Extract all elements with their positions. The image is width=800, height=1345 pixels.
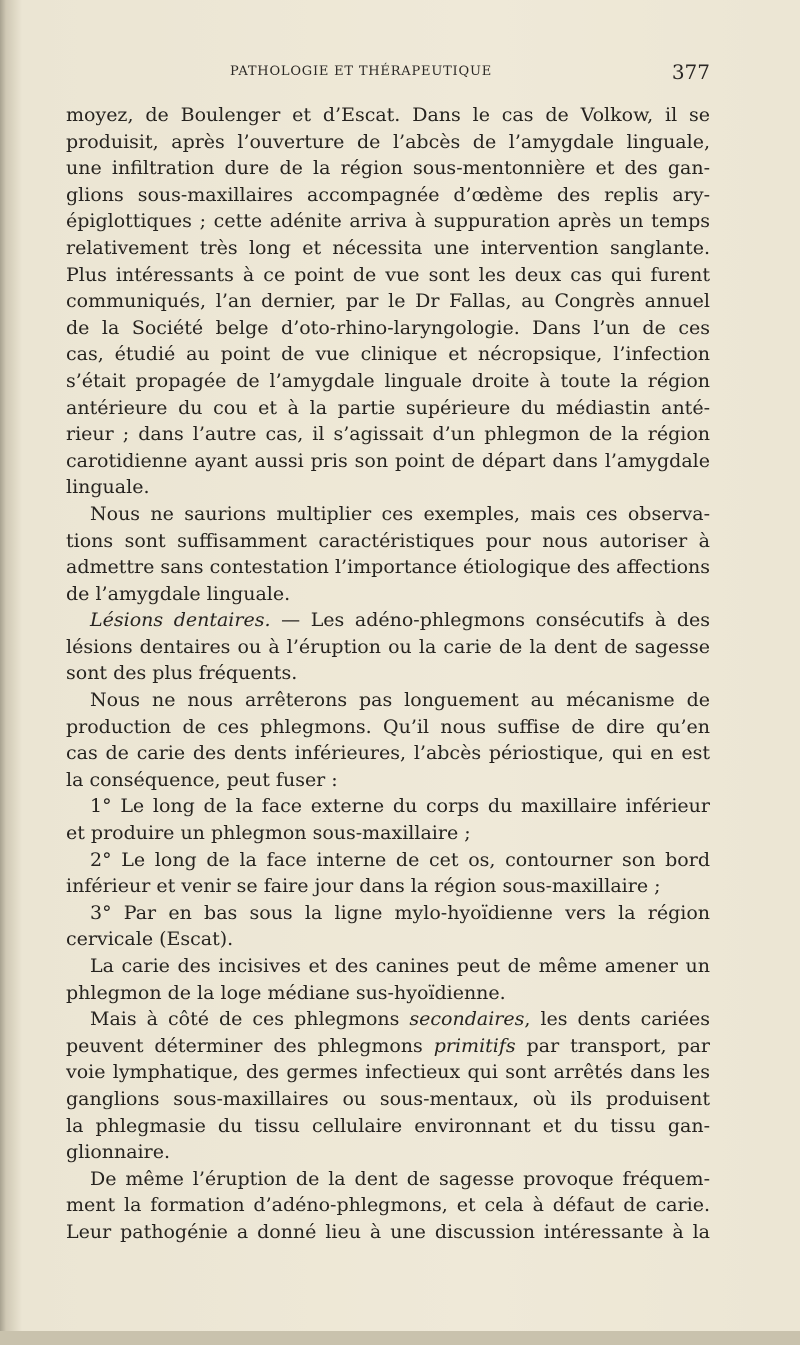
text-line: De même l’éruption de la dent de sagesse provoque fréquem- (90, 1167, 710, 1190)
text-line: lésions dentaires ou à l’éruption ou la carie de la dent de sagesse (66, 635, 710, 658)
text-line: Plus intéressants à ce point de vue sont les deux cas qui furent (66, 263, 710, 286)
text-line: Leur pathogénie a donné lieu à une discussion intéressante à la (66, 1220, 710, 1243)
page-number: 377 (671, 60, 710, 84)
text-line: de la Société belge d’oto-rhino-laryngologie. Dans l’un de ces (66, 316, 710, 339)
text-line: s’était propagée de l’amygdale linguale droite à toute la région (66, 369, 710, 392)
text-line: voie lymphatique, des germes infectieux qui sont arrêtés dans les (66, 1061, 710, 1084)
line-text: — Les adéno-phlegmons consécutifs à des (270, 609, 710, 632)
italic-heading: Lésions dentaires. (90, 609, 271, 632)
text-line: la conséquence, peut fuser : (66, 768, 338, 791)
text-line: produisit, après l’ouverture de l’abcès de l’amygdale linguale, (66, 130, 710, 153)
text-line: Nous ne saurions multiplier ces exemples, mais ces observa- (90, 502, 710, 525)
text-line: ganglions sous-maxillaires ou sous-mentaux, où ils produisent (66, 1087, 710, 1110)
text-line: une infiltration dure de la région sous-mentonnière et des gan- (66, 157, 710, 180)
text-line: cas, étudié au point de vue clinique et nécropsique, l’infection (66, 343, 710, 366)
line-text: peuvent déterminer des phlegmons (66, 1034, 434, 1057)
text-line: glionnaire. (66, 1141, 170, 1164)
text-line: 2° Le long de la face interne de cet os, contourner son bord (90, 848, 710, 871)
text-line: glions sous-maxillaires accompagnée d’œdème des replis ary- (66, 183, 710, 206)
text-line (66, 1006, 710, 1033)
text-line (66, 607, 710, 634)
text-line: de l’amygdale linguale. (66, 582, 291, 605)
text-line: La carie des incisives et des canines peut de même amener un (90, 955, 710, 977)
text-line: cas de carie des dents inférieures, l’abcès périostique, qui en est (66, 742, 710, 765)
page-edge (0, 1331, 800, 1345)
text-line: inférieur et venir se faire jour dans la région sous-maxillaire ; (66, 875, 661, 898)
text-line: tions sont suffisamment caractéristiques pour nous autoriser à (66, 529, 710, 552)
line-text: Mais à côté de ces phlegmons (90, 1008, 410, 1031)
italic-term: secondaires (409, 1008, 525, 1031)
text-line: rieur ; dans l’autre cas, il s’agissait d’un phlegmon de la région (66, 423, 710, 446)
text-line: et produire un phlegmon sous-maxillaire ; (66, 822, 471, 845)
text-line: cervicale (Escat). (66, 928, 234, 951)
text-line: moyez, de Boulenger et d’Escat. Dans le cas de Volkow, il se (66, 104, 710, 126)
text-line: 3° Par en bas sous la ligne mylo-hyoïdienne vers la région (90, 901, 710, 924)
text-line: linguale. (66, 476, 150, 499)
text-line: antérieure du cou et à la partie supérieure du médiastin anté- (66, 396, 710, 419)
text-line: phlegmon de la loge médiane sus-hyoïdienne. (66, 981, 506, 1004)
text-line: épiglottiques ; cette adénite arriva à suppuration après un temps (66, 210, 710, 233)
text-line (66, 1033, 710, 1060)
text-line: sont des plus fréquents. (66, 662, 298, 685)
italic-term: primitifs (433, 1034, 516, 1057)
text-line: 1° Le long de la face externe du corps du maxillaire inférieur (90, 795, 710, 818)
text-line: relativement très long et nécessita une intervention sanglante. (66, 236, 710, 259)
text-line: ment la formation d’adéno-phlegmons, et cela à défaut de carie. (66, 1194, 710, 1217)
line-text: par transport, par (515, 1034, 710, 1057)
text-line: carotidienne ayant aussi pris son point de départ dans l’amygdale (66, 449, 710, 472)
running-head: PATHOLOGIE ET THÉRAPEUTIQUE (230, 64, 492, 79)
text-line: Nous ne nous arrêterons pas longuement au mécanisme de (90, 689, 710, 712)
page-header (66, 60, 710, 90)
line-text: , les dents cariées (524, 1008, 710, 1031)
text-line: production de ces phlegmons. Qu’il nous suffise de dire qu’en (66, 715, 710, 738)
text-line: la phlegmasie du tissu cellulaire environnant et du tissu gan- (66, 1114, 710, 1137)
body-text (66, 102, 710, 1246)
text-line: admettre sans contestation l’importance étiologique des affections (66, 556, 710, 579)
text-line: communiqués, l’an dernier, par le Dr Fallas, au Congrès annuel (66, 290, 710, 313)
